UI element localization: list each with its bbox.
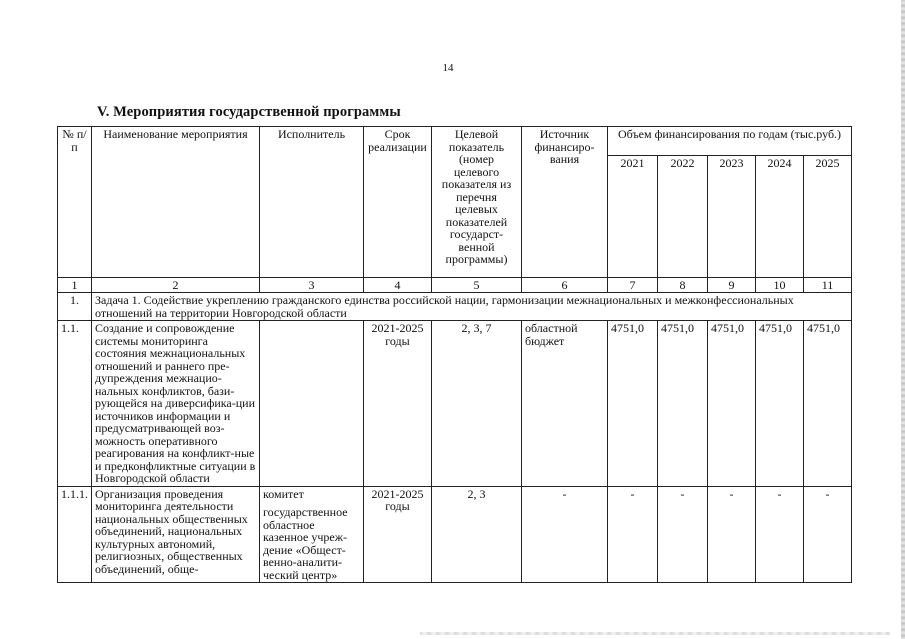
executor: [260, 321, 364, 487]
table-row: [58, 321, 852, 487]
term: 2021-2025 годы: [364, 321, 432, 487]
task-text: Задача 1. Содействие укреплению гражданского единства российской нации, гармонизации межнациональных и межконфессиональных отношений на территории Новгородской области: [92, 293, 852, 321]
header-name: Наименование мероприятия: [92, 127, 260, 278]
funding-source: областной бюджет: [522, 321, 608, 487]
column-number: 1: [58, 278, 92, 293]
column-number: 8: [658, 278, 708, 293]
funding-value: -: [804, 486, 852, 583]
funding-value: -: [658, 486, 708, 583]
term: 2021-2025 годы: [364, 486, 432, 583]
column-number: 10: [756, 278, 804, 293]
executor: [260, 486, 364, 583]
column-number: 6: [522, 278, 608, 293]
header-term: Срок реализации: [364, 127, 432, 278]
table-row: [58, 486, 852, 583]
header-row-1: [58, 127, 852, 156]
task-row: [58, 293, 852, 321]
executor-line: комитет: [263, 486, 304, 501]
target-indicator: 2, 3: [432, 486, 522, 583]
column-number: 11: [804, 278, 852, 293]
header-num: № п/п: [58, 127, 92, 278]
funding-value: 4751,0: [608, 321, 658, 487]
task-number: 1.: [58, 293, 92, 321]
executor-line: государственное областное казенное учреж-дение «Общест-венно-аналити-ческий центр»: [263, 505, 348, 582]
funding-value: 4751,0: [658, 321, 708, 487]
funding-value: 4751,0: [708, 321, 756, 487]
header-year: 2021: [608, 156, 658, 278]
funding-value: -: [608, 486, 658, 583]
scan-bottom-artifact: [420, 632, 890, 635]
header-executor: Исполнитель: [260, 127, 364, 278]
column-number: 2: [92, 278, 260, 293]
column-number: 3: [260, 278, 364, 293]
column-number: 7: [608, 278, 658, 293]
header-year: 2024: [756, 156, 804, 278]
header-year: 2025: [804, 156, 852, 278]
funding-value: 4751,0: [756, 321, 804, 487]
row-number: 1.1.1.: [58, 486, 92, 583]
header-funding-volume: Объем финансирования по годам (тыс.руб.): [608, 127, 852, 156]
column-number: 9: [708, 278, 756, 293]
funding-value: -: [708, 486, 756, 583]
activity-name: Организация проведения мониторинга деятельности национальных общественных объединений, национальных культурных автономий, религиозных, общественных объединений, обще-: [92, 486, 260, 583]
column-number-row: [58, 278, 852, 293]
funding-source: -: [522, 486, 608, 583]
section-title: V. Мероприятия государственной программы: [97, 104, 401, 120]
header-target-indicator: Целевой показатель (номер целевого показателя из перечня целевых показателей государст-венной программы): [432, 127, 522, 278]
header-funding-source: Источник финансиро-вания: [522, 127, 608, 278]
target-indicator: 2, 3, 7: [432, 321, 522, 487]
column-number: 5: [432, 278, 522, 293]
funding-value: -: [756, 486, 804, 583]
program-activities-table: [57, 126, 852, 583]
activity-name: Создание и сопровождение системы мониторинга состояния межнациональных отношений и раннего пре-дупреждения межнацио-нальных конфликтов, бази-рующейся на диверсифика-ции источников информации и предусматривающей воз-можность оперативного реагирования на конфликт-ные и предконфликтные ситуации в Новгородской области: [92, 321, 260, 487]
funding-value: 4751,0: [804, 321, 852, 487]
column-number: 4: [364, 278, 432, 293]
header-year: 2023: [708, 156, 756, 278]
row-number: 1.1.: [58, 321, 92, 487]
scan-edge-artifact: [901, 0, 905, 639]
page-number: 14: [442, 62, 454, 74]
header-year: 2022: [658, 156, 708, 278]
